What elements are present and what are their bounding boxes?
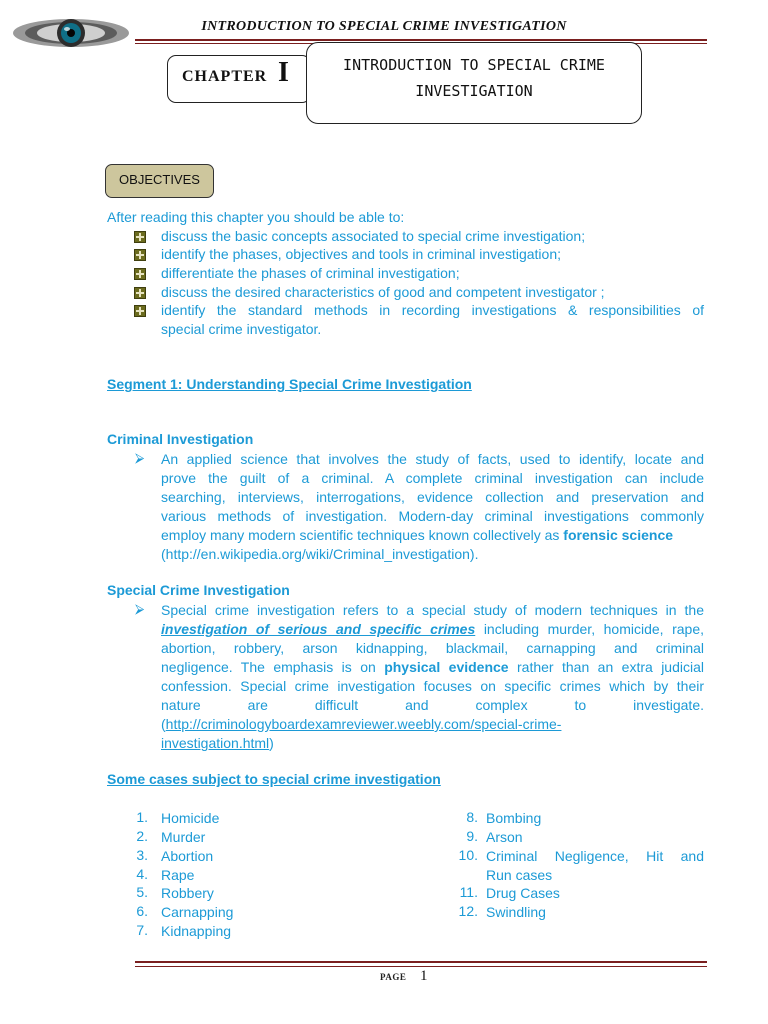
sci-line xyxy=(161,658,704,677)
footer-rule xyxy=(135,961,707,963)
sci-line: confession. Special crime investigation focuses on specific crimes which by their xyxy=(161,678,704,694)
list-item: Abortion xyxy=(161,848,214,864)
sci-line-pre: negligence. The emphasis is on xyxy=(161,659,376,675)
sci-line-post: rather than an extra judicial xyxy=(517,659,704,675)
sci-line: Special crime investigation refers to a special study of modern techniques in the xyxy=(161,602,704,618)
sci-url-line xyxy=(161,715,561,734)
list-number: 6. xyxy=(136,903,148,919)
physical-evidence-term: physical evidence xyxy=(384,659,509,675)
bullet-icon xyxy=(134,305,146,317)
list-number: 12. xyxy=(458,903,478,919)
bullet-icon xyxy=(134,231,146,243)
source-url-link-continued[interactable]: investigation.html xyxy=(161,735,270,751)
list-item-continuation: Run cases xyxy=(486,867,553,883)
list-item: Drug Cases xyxy=(486,885,560,901)
sci-line-rest: including murder, homicide, rape, xyxy=(483,621,704,637)
list-number: 1. xyxy=(136,809,148,825)
list-number: 10. xyxy=(458,847,478,863)
list-item: Murder xyxy=(161,829,206,845)
ci-line: searching, interviews, interrogations, evidence collection and preservation and xyxy=(161,489,704,505)
sci-line xyxy=(161,620,704,639)
objective-item: discuss the basic concepts associated to special crime investigation; xyxy=(161,228,586,244)
arrow-bullet-icon: ⮚ xyxy=(135,601,145,616)
sci-url-close-paren: ) xyxy=(269,735,274,751)
list-item: Robbery xyxy=(161,885,214,901)
chapter-number: I xyxy=(278,57,289,88)
ci-line: prove the guilt of a criminal. A complete criminal investigation can include xyxy=(161,470,704,486)
arrow-bullet-icon: ⮚ xyxy=(135,450,145,465)
forensic-science-term: forensic science xyxy=(563,527,674,543)
list-number: 7. xyxy=(136,922,148,938)
list-item: Homicide xyxy=(161,810,220,826)
objectives-label: OBJECTIVES xyxy=(119,172,200,187)
cases-heading: Some cases subject to special crime investigation xyxy=(107,771,441,787)
sci-line: abortion, robbery, arson kidnapping, blackmail, carnapping and criminal xyxy=(161,640,704,656)
list-item: Kidnapping xyxy=(161,923,232,939)
list-number: 8. xyxy=(466,809,478,825)
chapter-title-line-1: INTRODUCTION TO SPECIAL CRIME xyxy=(343,56,605,74)
objective-item: identify the phases, objectives and tools in criminal investigation; xyxy=(161,246,561,262)
bullet-icon xyxy=(134,268,146,280)
running-header-title: INTRODUCTION TO SPECIAL CRIME INVESTIGATION xyxy=(201,19,567,34)
special-crime-investigation-heading: Special Crime Investigation xyxy=(107,582,290,598)
chapter-title-line-2: INVESTIGATION xyxy=(415,82,533,100)
list-item: Arson xyxy=(486,829,523,845)
bullet-icon xyxy=(134,249,146,261)
page-label: PAGE xyxy=(380,972,407,982)
bullet-icon xyxy=(134,287,146,299)
ci-source: (http://en.wikipedia.org/wiki/Criminal_investigation). xyxy=(161,546,479,562)
sci-line: nature are difficult and complex to investigate. xyxy=(161,697,704,713)
list-item: Swindling xyxy=(486,904,546,920)
ci-line-text: employ many modern scientific techniques known collectively as xyxy=(161,527,560,543)
list-item: Criminal Negligence, Hit and xyxy=(486,848,704,864)
objective-item: differentiate the phases of criminal investigation; xyxy=(161,265,460,281)
criminal-investigation-heading: Criminal Investigation xyxy=(107,431,254,447)
page-number: 1 xyxy=(420,968,428,984)
list-number: 9. xyxy=(466,828,478,844)
objective-item: discuss the desired characteristics of good and competent investigator ; xyxy=(161,284,605,300)
list-number: 5. xyxy=(136,884,148,900)
list-number: 3. xyxy=(136,847,148,863)
header-rule xyxy=(135,39,707,41)
objective-item: identify the standard methods in recording investigations & responsibilities of xyxy=(161,302,704,318)
ci-line: An applied science that involves the study of facts, used to identify, locate and xyxy=(161,451,704,467)
objective-item-continuation: special crime investigator. xyxy=(161,321,322,337)
segment-heading: Segment 1: Understanding Special Crime Investigation xyxy=(107,376,472,392)
serious-crimes-link[interactable]: investigation of serious and specific crimes xyxy=(161,621,476,637)
list-item: Bombing xyxy=(486,810,542,826)
objectives-intro: After reading this chapter you should be able to: xyxy=(107,209,405,225)
sci-url-line xyxy=(161,734,274,753)
list-number: 11. xyxy=(459,884,478,900)
footer-rule-thin xyxy=(135,966,707,967)
list-item: Carnapping xyxy=(161,904,234,920)
sci-url-open-paren: ( xyxy=(161,716,166,732)
source-url-link[interactable]: http://criminologyboardexamreviewer.weebly.com/special-crime- xyxy=(165,716,562,732)
chapter-label: CHAPTER xyxy=(182,68,268,85)
chapter-title xyxy=(306,52,642,104)
list-number: 2. xyxy=(136,828,148,844)
ci-line-with-term xyxy=(161,526,704,545)
list-number: 4. xyxy=(136,866,148,882)
list-item: Rape xyxy=(161,867,195,883)
ci-line: various methods of investigation. Modern-day criminal investigations commonly xyxy=(161,508,704,524)
